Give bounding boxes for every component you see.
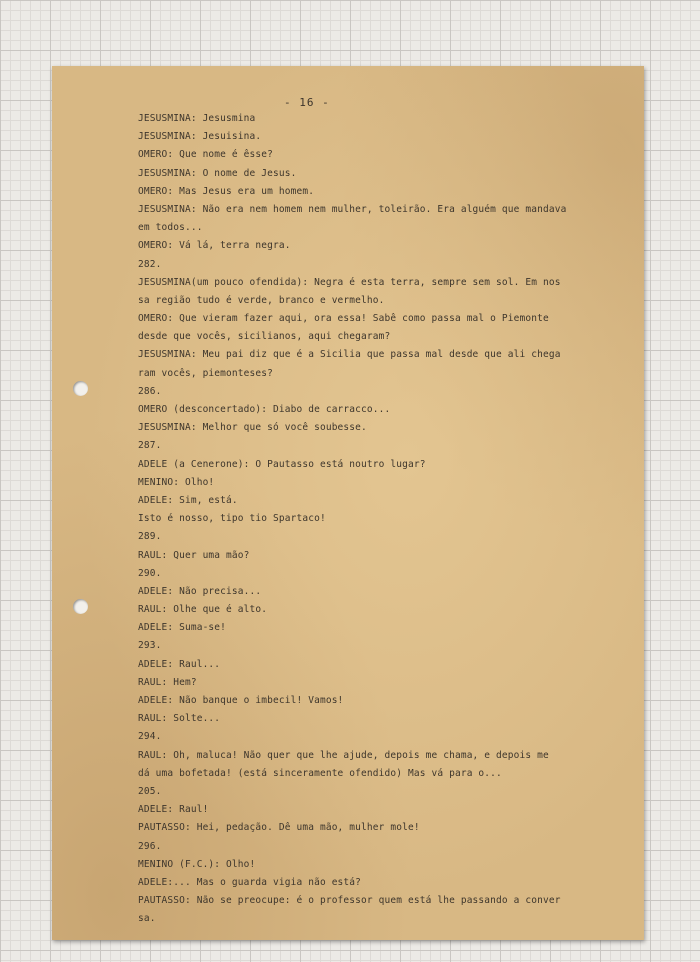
script-line: 296.	[138, 840, 162, 852]
script-line: RAUL: Quer uma mão?	[138, 549, 250, 561]
script-line: OMERO (desconcertado): Diabo de carracco...	[138, 404, 391, 415]
script-line: 205.	[138, 785, 162, 797]
script-line: JESUSMINA: O nome de Jesus.	[138, 167, 297, 179]
punch-hole-bottom	[73, 599, 88, 614]
script-line: JESUSMINA: Melhor que só você soubesse.	[138, 422, 367, 434]
script-line: 289.	[138, 531, 162, 543]
script-line: JESUSMINA: Não era nem homem nem mulher, toleirão. Era alguém que mandava	[138, 203, 567, 215]
script-line: JESUSMINA: Jesuisina.	[138, 131, 262, 143]
punch-hole-top	[73, 381, 88, 396]
script-line: RAUL: Hem?	[138, 676, 197, 688]
script-line: ADELE: Suma-se!	[138, 622, 227, 634]
script-line: ADELE: Raul...	[138, 658, 221, 670]
script-line: ram vocês, piemonteses?	[138, 367, 273, 379]
script-line: sa região tudo é verde, branco e vermelho.	[138, 294, 385, 306]
script-line: RAUL: Olhe que é alto.	[138, 604, 268, 616]
page-number: - 16 -	[284, 96, 330, 109]
script-line: dá uma bofetada! (está sinceramente ofendido) Mas vá para o...	[138, 767, 502, 779]
script-line: JESUSMINA: Meu pai diz que é a Sicilia que passa mal desde que ali chega	[138, 349, 561, 361]
script-line: Isto é nosso, tipo tio Spartaco!	[138, 513, 326, 525]
typewritten-page	[52, 66, 644, 940]
script-line: ADELE:... Mas o guarda vigia não está?	[138, 876, 362, 888]
script-line: 282.	[138, 258, 162, 270]
script-line: OMERO: Mas Jesus era um homem.	[138, 185, 315, 197]
script-line: JESUSMINA: Jesusmina	[138, 113, 256, 124]
script-line: ADELE: Sim, está.	[138, 494, 238, 506]
script-line: 287.	[138, 440, 162, 452]
script-line: OMERO: Vá lá, terra negra.	[138, 240, 291, 252]
script-line: PAUTASSO: Hei, pedação. Dê uma mão, mulher mole!	[138, 822, 420, 834]
script-line: desde que vocês, sicilianos, aqui chegaram?	[138, 331, 391, 343]
script-line: MENINO: Olho!	[138, 476, 215, 488]
script-line: PAUTASSO: Não se preocupe: é o professor quem está lhe passando a conver	[138, 895, 561, 907]
script-line: 293.	[138, 640, 162, 652]
script-line: MENINO (F.C.): Olho!	[138, 858, 256, 870]
script-line: OMERO: Que vieram fazer aqui, ora essa! Sabê como passa mal o Piemonte	[138, 313, 549, 325]
script-line: RAUL: Solte...	[138, 713, 221, 725]
script-line: sa.	[138, 913, 156, 925]
script-line: ADELE: Raul!	[138, 804, 209, 816]
script-line: ADELE: Não precisa...	[138, 585, 262, 597]
script-line: 290.	[138, 567, 162, 579]
script-line: 294.	[138, 731, 162, 743]
script-line: 286.	[138, 385, 162, 397]
script-line: JESUSMINA(um pouco ofendida): Negra é esta terra, sempre sem sol. Em nos	[138, 276, 561, 288]
script-line: ADELE: Não banque o imbecil! Vamos!	[138, 695, 344, 706]
script-line: OMERO: Que nome é êsse?	[138, 149, 273, 161]
script-line: RAUL: Oh, maluca! Não quer que lhe ajude, depois me chama, e depois me	[138, 749, 549, 761]
script-text	[138, 110, 588, 928]
script-line: em todos...	[138, 222, 203, 234]
script-line: ADELE (a Cenerone): O Pautasso está noutro lugar?	[138, 458, 426, 470]
